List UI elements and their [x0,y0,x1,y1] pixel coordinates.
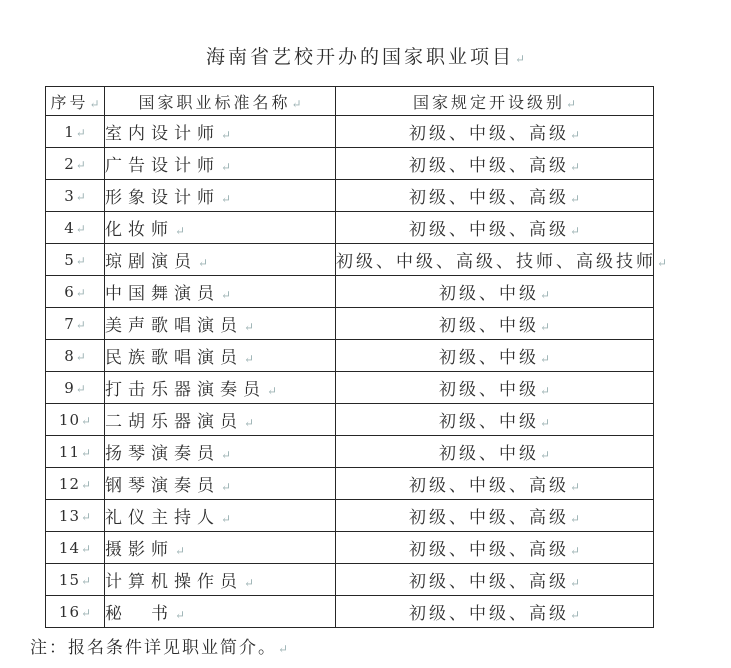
paragraph-mark: ↵ [221,128,232,142]
occupation-name-cell [105,404,336,436]
paragraph-mark: ↵ [81,509,92,524]
levels-text: 初级、中级、高级、技师、高级技师 [336,252,656,272]
header-level-text: 国家规定开设级别 [412,92,565,112]
paragraph-mark: ↵ [569,128,581,142]
paragraph-mark: ↵ [221,288,232,302]
levels-cell [336,436,654,468]
levels-cell [336,116,654,148]
paragraph-mark: ↵ [539,320,551,334]
table-row [46,436,654,468]
paragraph-mark: ↵ [75,189,86,204]
levels-cell [336,564,654,596]
levels-text: 初级、中级 [438,348,539,368]
paragraph-mark: ↵ [221,448,232,462]
occupation-name-cell [105,212,336,244]
paragraph-mark: ↵ [539,448,551,462]
levels-cell [336,372,654,404]
row-number-cell [46,564,105,596]
row-number-cell [46,308,105,340]
header-name-text: 国家职业标准名称 [138,92,291,112]
paragraph-mark: ↵ [81,413,92,428]
table-row [46,372,654,404]
table-row [46,564,654,596]
occupation-name-cell [105,564,336,596]
document-title-text: 海南省艺校开办的国家职业项目 [205,46,514,68]
levels-text: 初级、中级、高级 [408,572,569,592]
paragraph-mark: ↵ [81,477,92,492]
row-number-cell [46,404,105,436]
table-header-row [46,87,654,116]
occupation-name-cell [105,500,336,532]
paragraph-mark: ↵ [75,349,86,364]
row-number: 15 [58,570,81,589]
occupation-name: 美声歌唱演员 [105,316,243,336]
occupation-name-cell [105,340,336,372]
table-row [46,244,654,276]
row-number: 9 [64,378,75,397]
occupation-name-cell [105,596,336,628]
table-row [46,340,654,372]
table-row [46,500,654,532]
row-number-cell [46,116,105,148]
paragraph-mark: ↵ [657,256,668,270]
table-row [46,404,654,436]
row-number: 7 [64,314,75,333]
row-number-cell [46,532,105,564]
header-cell-no [46,87,105,116]
row-number: 6 [64,282,75,301]
occupation-name: 民族歌唱演员 [105,348,243,368]
levels-cell [336,404,654,436]
levels-cell [336,212,654,244]
paragraph-mark: ↵ [175,544,186,558]
paragraph-mark: ↵ [291,96,302,111]
levels-text: 初级、中级、高级 [408,604,569,624]
occupation-name-cell [105,436,336,468]
levels-text: 初级、中级、高级 [408,220,569,240]
row-number: 5 [64,250,75,269]
occupation-name-cell [105,468,336,500]
levels-cell [336,468,654,500]
row-number: 11 [58,442,81,461]
row-number: 2 [64,154,75,173]
row-number-cell [46,148,105,180]
paragraph-mark: ↵ [81,573,92,588]
paragraph-mark: ↵ [75,221,86,236]
occupation-name: 扬琴演奏员 [105,444,220,464]
header-no-text: 序号 [50,92,89,112]
paragraph-mark: ↵ [198,256,209,270]
occupation-name: 室内设计师 [105,124,220,144]
occupation-name-cell [105,276,336,308]
paragraph-mark: ↵ [75,285,86,300]
header-cell-name [105,87,336,116]
paragraph-mark: ↵ [75,253,86,268]
footnote-text: 注：报名条件详见职业简介。 [30,638,277,658]
occupation-name: 计算机操作员 [105,572,243,592]
row-number: 12 [58,474,81,493]
occupation-name-cell [105,148,336,180]
levels-cell [336,180,654,212]
paragraph-mark: ↵ [244,352,255,366]
row-number-cell [46,340,105,372]
levels-text: 初级、中级 [438,444,539,464]
table-row [46,212,654,244]
levels-text: 初级、中级、高级 [408,476,569,496]
levels-text: 初级、中级、高级 [408,508,569,528]
paragraph-mark: ↵ [569,192,581,206]
document-title [0,42,731,69]
paragraph-mark: ↵ [221,512,232,526]
occupation-name-cell [105,372,336,404]
occupation-name: 钢琴演奏员 [105,476,220,496]
row-number-cell [46,596,105,628]
occupation-name: 中国舞演员 [105,284,220,304]
paragraph-mark: ↵ [539,384,551,398]
paragraph-mark: ↵ [89,96,100,111]
row-number: 1 [64,122,75,141]
table-row [46,308,654,340]
row-number: 14 [58,538,81,557]
levels-cell [336,244,668,276]
levels-text: 初级、中级、高级 [408,188,569,208]
occupation-name: 形象设计师 [105,188,220,208]
paragraph-mark: ↵ [244,416,255,430]
paragraph-mark: ↵ [569,160,581,174]
row-number-cell [46,500,105,532]
footnote [30,633,288,658]
table-row [46,180,654,212]
occupation-name: 化妆师 [105,220,174,240]
paragraph-mark: ↵ [75,125,86,140]
table-row [46,276,654,308]
occupation-name-cell [105,532,336,564]
row-number: 8 [64,346,75,365]
paragraph-mark: ↵ [278,642,289,656]
paragraph-mark: ↵ [539,352,551,366]
table-row [46,532,654,564]
row-number: 10 [58,410,81,429]
paragraph-mark: ↵ [569,544,581,558]
row-number-cell [46,372,105,404]
levels-text: 初级、中级 [438,412,539,432]
paragraph-mark: ↵ [81,445,92,460]
levels-cell [336,500,654,532]
levels-text: 初级、中级、高级 [408,540,569,560]
paragraph-mark: ↵ [565,96,577,111]
levels-cell [336,340,654,372]
paragraph-mark: ↵ [267,384,278,398]
row-number-cell [46,436,105,468]
levels-text: 初级、中级 [438,380,539,400]
levels-cell [336,308,654,340]
paragraph-mark: ↵ [81,541,92,556]
occupation-name: 摄影师 [105,540,174,560]
row-number-cell [46,468,105,500]
header-cell-level [336,87,654,116]
occupation-name-cell [105,244,336,276]
paragraph-mark: ↵ [244,576,255,590]
paragraph-mark: ↵ [569,576,581,590]
paragraph-mark: ↵ [221,192,232,206]
row-number-cell [46,244,105,276]
table-row [46,468,654,500]
paragraph-mark: ↵ [175,608,186,622]
levels-text: 初级、中级、高级 [408,124,569,144]
row-number-cell [46,180,105,212]
table-row [46,116,654,148]
row-number: 13 [58,506,81,525]
row-number-cell [46,276,105,308]
levels-cell [336,276,654,308]
row-number-cell [46,212,105,244]
occupation-name: 秘 书 [105,604,174,624]
levels-cell [336,532,654,564]
vocation-levels-table [45,86,668,628]
levels-cell [336,596,654,628]
occupation-name-cell [105,180,336,212]
paragraph-mark: ↵ [75,157,86,172]
row-number: 16 [58,602,81,621]
occupation-name-cell [105,308,336,340]
paragraph-mark: ↵ [75,381,86,396]
paragraph-mark: ↵ [569,512,581,526]
levels-text: 初级、中级、高级 [408,156,569,176]
levels-text: 初级、中级 [438,284,539,304]
row-number: 4 [64,218,75,237]
row-number: 3 [64,186,75,205]
paragraph-mark: ↵ [514,52,526,66]
paragraph-mark: ↵ [75,317,86,332]
levels-cell [336,148,654,180]
paragraph-mark: ↵ [81,605,92,620]
paragraph-mark: ↵ [569,480,581,494]
occupation-name: 广告设计师 [105,156,220,176]
paragraph-mark: ↵ [175,224,186,238]
table-row [46,596,654,628]
table-row [46,148,654,180]
paragraph-mark: ↵ [569,608,581,622]
paragraph-mark: ↵ [221,160,232,174]
paragraph-mark: ↵ [539,288,551,302]
paragraph-mark: ↵ [539,416,551,430]
levels-text: 初级、中级 [438,316,539,336]
occupation-name: 二胡乐器演员 [105,412,243,432]
occupation-name-cell [105,116,336,148]
occupation-name: 琼剧演员 [105,252,197,272]
paragraph-mark: ↵ [244,320,255,334]
paragraph-mark: ↵ [221,480,232,494]
occupation-name: 礼仪主持人 [105,508,220,528]
paragraph-mark: ↵ [569,224,581,238]
occupation-name: 打击乐器演奏员 [105,380,266,400]
